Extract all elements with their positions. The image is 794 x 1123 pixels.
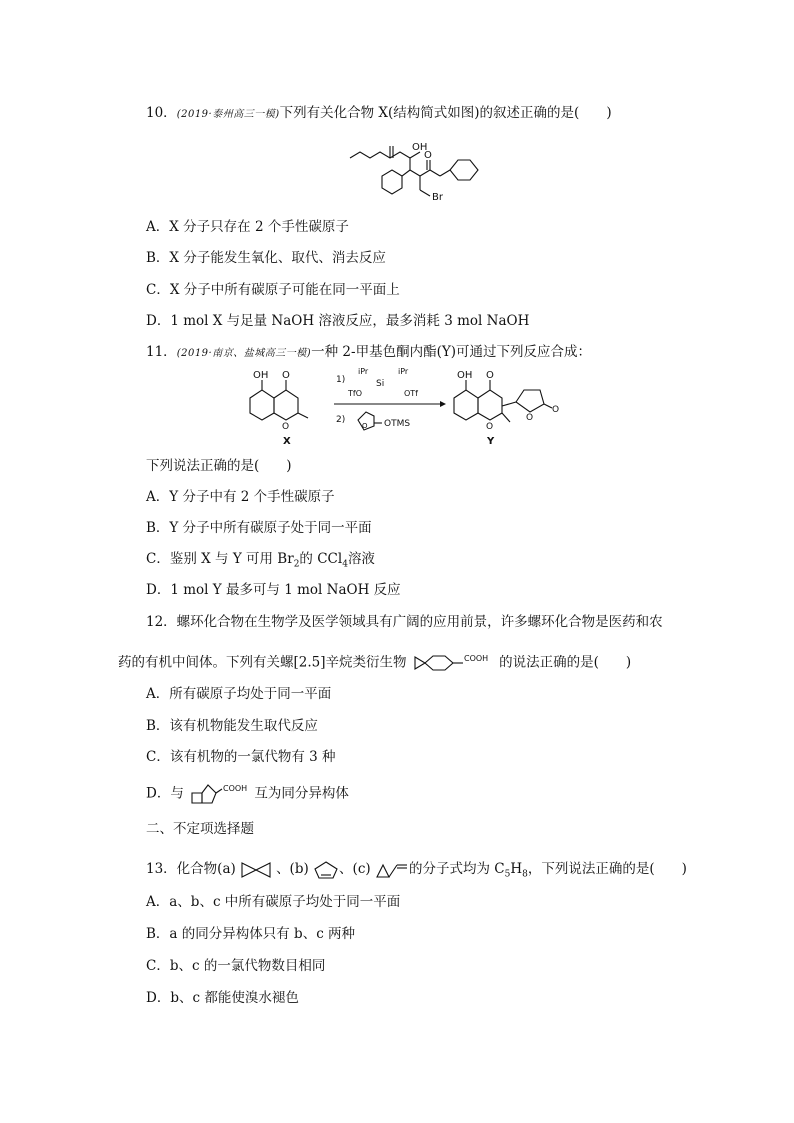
x-oh: OH <box>253 370 269 381</box>
q13-option-c: C．b、c 的一氯代物数目相同 <box>146 958 326 974</box>
q11-ask: 下列说法正确的是( ) <box>146 458 292 474</box>
y-label: Y <box>487 436 495 447</box>
reagent-step-1: 1) <box>336 375 346 385</box>
bicyclic-structure <box>188 783 250 805</box>
q12-option-b: B．该有机物能发生取代反应 <box>146 718 318 734</box>
q11-option-c-pre: C．鉴别 X 与 Y 可用 Br <box>146 551 294 567</box>
spiro-octane-structure <box>411 653 495 673</box>
q13-option-b: B．a 的同分异构体只有 b、c 两种 <box>146 926 356 942</box>
reagent-step-2: 2) <box>336 415 346 425</box>
q10-br: Br <box>432 192 443 203</box>
q10-oh: OH <box>412 142 428 153</box>
q10-option-b: B．X 分子能发生氧化、取代、消去反应 <box>146 250 386 266</box>
q10-option-c: C．X 分子中所有碳原子可能在同一平面上 <box>146 282 400 298</box>
q11-option-d: D．1 mol Y 最多可与 1 mol NaOH 反应 <box>146 582 401 598</box>
y-lactone-o: O <box>526 413 534 423</box>
q10-source: (2019·泰州高三一模) <box>176 109 280 120</box>
q13-option-a: A．a、b、c 中所有碳原子均处于同一平面 <box>146 894 401 910</box>
q12-line2-pre: 药的有机中间体。下列有关螺[2.5]辛烷类衍生物 <box>118 654 407 671</box>
q13-option-d: D．b、c 都能使溴水褪色 <box>146 990 299 1006</box>
furan-o: O <box>362 422 368 430</box>
y-ring-o: O <box>486 422 494 432</box>
q12-option-d-post: 互为同分异构体 <box>254 785 349 802</box>
q12-option-d-pre: D．与 <box>146 785 184 802</box>
reagent-ipr-left: iPr <box>358 367 369 376</box>
q11-option-c <box>146 550 375 574</box>
y-oh: OH <box>457 370 473 381</box>
q10-stem <box>146 104 612 124</box>
q13-sub2: 8 <box>522 869 528 880</box>
q13-stem <box>146 860 687 884</box>
q11-scheme <box>240 368 570 448</box>
reagent-ipr-right: iPr <box>398 367 409 376</box>
q11-option-c-mid: 的 CCl <box>299 551 343 567</box>
q13-b: 、(b) <box>276 861 309 877</box>
q10-option-a: A．X 分子只存在 2 个手性碳原子 <box>146 219 349 235</box>
q11-option-c-post: 溶液 <box>347 551 375 567</box>
section-heading: 二、不定项选择题 <box>146 821 254 837</box>
q13-post: ，下列说法正确的是( ) <box>527 861 687 877</box>
q12-line1: 12．螺环化合物在生物学及医学领域具有广阔的应用前景，许多螺环化合物是医药和农 <box>146 614 663 630</box>
x-label: X <box>283 436 291 447</box>
q12-option-a: A．所有碳原子均处于同一平面 <box>146 686 332 702</box>
q10-stem-text: 下列有关化合物 X(结构简式如图)的叙述正确的是( ) <box>279 105 612 121</box>
q11-option-a: A．Y 分子中有 2 个手性碳原子 <box>146 489 335 505</box>
q13-mid: 的分子式均为 C <box>408 861 505 877</box>
q10-ketone-o: O <box>424 150 432 161</box>
q12-option-d <box>146 783 349 805</box>
reagent-otf: OTf <box>404 389 418 398</box>
reagent-otms: OTMS <box>384 419 411 429</box>
q11-source: (2019·南京、盐城高三一模) <box>176 348 312 359</box>
x-ketone-o: O <box>282 370 290 381</box>
q12-line2-post: 的说法正确的是( ) <box>499 654 632 671</box>
q13-sub1: 5 <box>504 869 511 880</box>
q10-option-d: D．1 mol X 与足量 NaOH 溶液反应，最多消耗 3 mol NaOH <box>146 313 530 329</box>
q13-c: 、(c) <box>339 861 371 877</box>
q11-option-c-sub2: 4 <box>342 559 348 570</box>
y-ketone-o: O <box>486 370 494 381</box>
compound-b-structure <box>313 861 339 879</box>
x-ring-o: O <box>282 422 290 432</box>
q10-number: 10． <box>146 105 177 121</box>
q11-stem <box>146 343 591 363</box>
q11-stem-text: 一种 2-甲基色酮内酯(Y)可通过下列反应合成： <box>311 344 592 360</box>
q13-pre: 13．化合物(a) <box>146 861 236 877</box>
q11-option-c-sub1: 2 <box>293 559 300 570</box>
spiro-cooh: COOH <box>463 654 489 663</box>
q12-option-c: C．该有机物的一氯代物有 3 种 <box>146 749 336 765</box>
q10-structure <box>340 138 500 208</box>
q11-number: 11． <box>146 344 177 360</box>
q13-h: H <box>510 861 523 877</box>
reagent-tfo: TfO <box>348 389 362 398</box>
q11-option-b: B．Y 分子中所有碳原子处于同一平面 <box>146 520 372 536</box>
reagent-si: Si <box>376 379 385 389</box>
compound-a-structure <box>240 861 276 879</box>
q12-line2 <box>118 653 631 673</box>
y-carbonyl-o: O <box>552 405 560 415</box>
compound-c-structure <box>375 861 409 879</box>
bicyclic-cooh: COOH <box>223 784 248 793</box>
